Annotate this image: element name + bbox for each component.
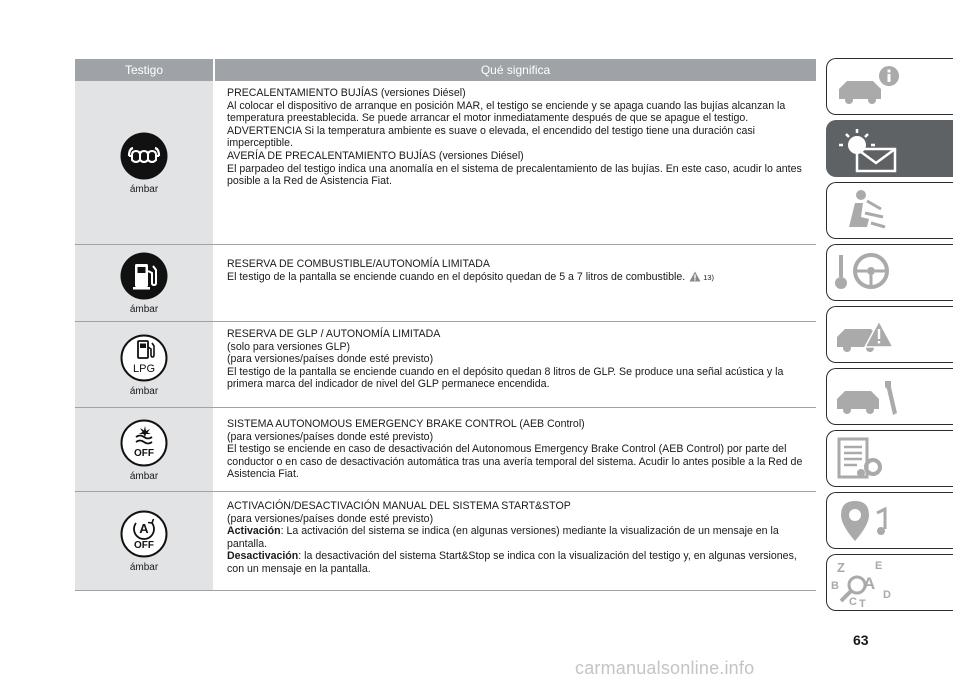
aeb-icon-text: OFF: [134, 447, 154, 459]
technical-data-icon: [827, 431, 954, 488]
deactivation-text: : la desactivación del sistema Start&Stop se indica con la visualización del testigo y, en algunas versiones, con un mensaje en la pantalla.: [227, 550, 797, 575]
description-line: [227, 550, 816, 575]
fuel-pump-icon: [119, 251, 169, 301]
note-reference: 13): [703, 272, 715, 282]
warning-icon-cell: [75, 81, 213, 244]
table-row: [75, 408, 816, 492]
table-row: [75, 492, 816, 591]
chapter-tab-emergency[interactable]: [826, 306, 953, 363]
description-line: (solo para versiones GLP): [227, 340, 351, 353]
warning-icon-cell: [75, 322, 213, 407]
activation-text: : La activación del sistema se indica (en algunas versiones) mediante la visualización de un mensaje en la pantalla.: [227, 525, 779, 550]
description-line: El testigo de la pantalla se enciende cuando en el depósito quedan 8 litros de GLP. Se produce una señal acústica y la primera marca del indicador de nivel del GLP permanece encendida.: [227, 365, 784, 391]
chapter-tab-multimedia[interactable]: [826, 492, 953, 549]
table-row: [75, 245, 816, 322]
index-letter: T: [859, 598, 866, 610]
description-line: (para versiones/países donde esté previsto): [227, 430, 434, 443]
warning-triangle-icon: [689, 271, 701, 282]
chapter-tab-safety[interactable]: [826, 182, 953, 239]
header-que-significa: Qué significa: [213, 59, 816, 81]
description-line: RESERVA DE GLP / AUTONOMÍA LIMITADA: [227, 328, 441, 340]
description-cell: [213, 492, 816, 590]
description-cell: [213, 408, 816, 491]
description-line: El testigo se enciende en caso de desactivación del Autonomous Emergency Brake Control (AEB Control) por parte del conductor o en caso de desactivación automática tras una avería temporal del sistema. Acudir lo antes posible a la Red de Asistencia Fiat.: [227, 443, 803, 481]
chapter-tab-index[interactable]: [826, 554, 953, 611]
table-header: [75, 59, 816, 81]
description-line: RESERVA DE COMBUSTIBLE/AUTONOMÍA LIMITADA: [227, 258, 490, 270]
header-testigo: Testigo: [124, 63, 164, 77]
description-line: ACTIVACIÓN/DESACTIVACIÓN MANUAL DEL SISTEMA START&STOP: [227, 500, 571, 512]
deactivation-term: Desactivación: [227, 550, 299, 563]
index-letter: C: [849, 596, 857, 608]
description-cell: [213, 245, 816, 321]
chapter-tab-starting-driving[interactable]: [826, 244, 953, 301]
warning-icon-cell: [75, 408, 213, 491]
description-cell: [213, 322, 816, 407]
color-label: ámbar: [129, 183, 159, 195]
chapter-tab-technical-data[interactable]: [826, 430, 953, 487]
lpg-fuel-icon: [119, 333, 169, 383]
start-stop-icon-letter: A: [139, 521, 149, 536]
watermark: carmanualsonline.info: [575, 658, 755, 678]
chapter-tab-maintenance[interactable]: [826, 368, 953, 425]
description-line: [227, 525, 816, 550]
description-line: El parpadeo del testigo indica una anomalía en el sistema de precalentamiento de las bujías. En este caso, acudir lo antes posible a la Red de Asistencia Fiat.: [227, 162, 802, 188]
index-letter: B: [831, 580, 839, 592]
description-line: SISTEMA AUTONOMOUS EMERGENCY BRAKE CONTROL (AEB Control): [227, 418, 585, 430]
table-row: [75, 81, 816, 245]
car-maintenance-icon: [827, 369, 954, 426]
description-line: (para versiones/países donde esté previsto): [227, 353, 434, 366]
description-line: [227, 271, 816, 285]
color-label: ámbar: [129, 562, 159, 573]
description-text: El testigo de la pantalla se enciende cuando en el depósito quedan de 5 a 7 litros de combustible.: [227, 270, 686, 283]
index-letter: D: [883, 589, 891, 601]
description-cell: [213, 81, 816, 244]
description-line: ADVERTENCIA Si la temperatura ambiente es suave o elevada, el encendido del testigo tiene una duración casi imperceptible.: [227, 124, 756, 150]
index-letter: Z: [837, 560, 845, 575]
car-emergency-icon: [827, 307, 954, 364]
start-stop-off-icon: [119, 509, 169, 559]
alphabetical-index-icon: [827, 555, 954, 612]
start-stop-icon-text: OFF: [134, 540, 154, 551]
description-line: (para versiones/países donde esté previsto): [227, 512, 434, 525]
table-row: [75, 322, 816, 408]
warning-icon-cell: [75, 492, 213, 590]
chapter-tab-warning-lights[interactable]: [826, 120, 953, 177]
warning-light-message-icon: [827, 121, 954, 178]
description-line: PRECALENTAMIENTO BUJÍAS (versiones Diésel): [227, 87, 466, 99]
warning-lights-table: [75, 59, 816, 591]
description-line: AVERÍA DE PRECALENTAMIENTO BUJÍAS (versiones Diésel): [227, 149, 524, 162]
page-number: 63: [853, 632, 869, 648]
index-letter: E: [875, 560, 883, 572]
index-letter: A: [863, 574, 876, 593]
color-label: ámbar: [129, 470, 159, 482]
car-info-icon: [827, 59, 954, 116]
key-steering-wheel-icon: [827, 245, 954, 302]
warning-icon-cell: [75, 245, 213, 321]
glow-plug-icon: [119, 131, 169, 181]
aeb-off-icon: [119, 418, 169, 468]
color-label: ámbar: [129, 385, 159, 397]
chapter-tab-car-info[interactable]: [826, 58, 953, 115]
multimedia-icon: [827, 493, 954, 550]
seat-airbag-icon: [827, 183, 954, 240]
activation-term: Activación: [227, 525, 281, 538]
lpg-icon-text: LPG: [132, 362, 156, 375]
description-line: Al colocar el dispositivo de arranque en posición MAR, el testigo se enciende y se apaga cuando las bujías alcanzan la temperatura preestablecida. Se puede arrancar el motor inmediatamente después de que se apague el testigo.: [227, 99, 786, 125]
color-label: ámbar: [129, 304, 159, 315]
